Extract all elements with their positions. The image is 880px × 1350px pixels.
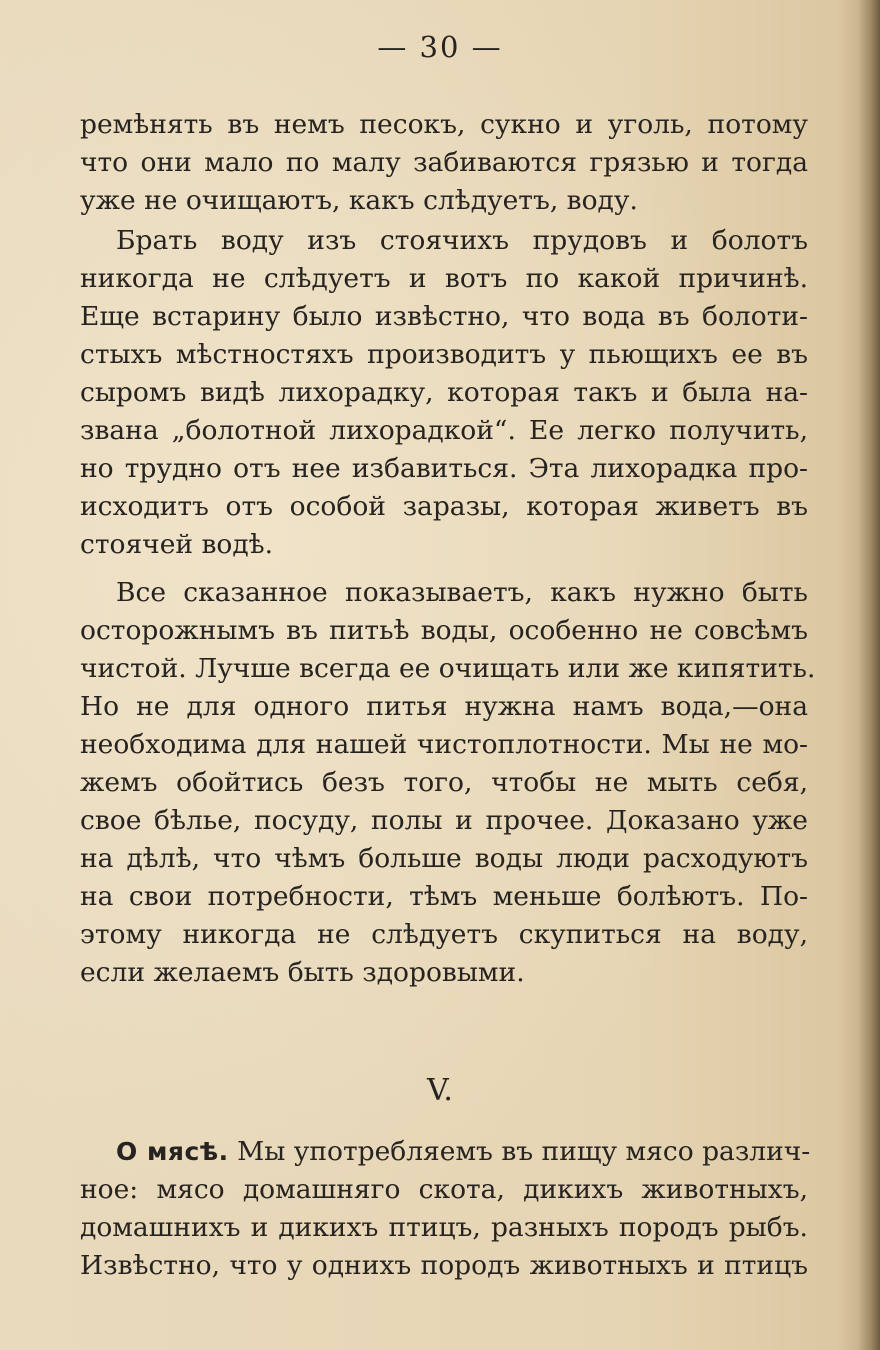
text-line: ное: мясо домашняго скота, дикихъ животныхъ, [80, 1174, 808, 1205]
text-line: звана „болотной лихорадкой“. Ее легко получить, [80, 415, 808, 446]
text-line: стыхъ мѣстностяхъ производитъ у пьющихъ ее въ [80, 339, 808, 370]
paragraph-3 [80, 574, 816, 992]
section-lead-in: О мясѣ. [116, 1137, 229, 1166]
page-edge-shadow [858, 0, 880, 1350]
text-line: свое бѣлье, посуду, полы и прочее. Доказано уже [80, 805, 808, 836]
text-line: что они мало по малу забиваются грязью и тогда [80, 147, 808, 178]
text-line: ремѣнять въ немъ песокъ, сукно и уголь, потому [80, 109, 808, 140]
text-line: исходитъ отъ особой заразы, которая живетъ въ [80, 491, 808, 522]
text-line: домашнихъ и дикихъ птицъ, разныхъ породъ рыбъ. [80, 1212, 808, 1243]
text-line: этому никогда не слѣдуетъ скупиться на воду, [80, 919, 808, 950]
paragraph-2 [80, 222, 808, 564]
text-line: уже не очищаютъ, какъ слѣдуетъ, воду. [80, 185, 638, 216]
text-line: необходима для нашей чистоплотности. Мы не мо- [80, 729, 808, 760]
text-line: если желаемъ быть здоровыми. [80, 957, 525, 988]
section-heading: V. [427, 1073, 453, 1108]
text-line: Но не для одного питья нужна намъ вода,—она [80, 691, 808, 722]
text-line: Извѣстно, что у однихъ породъ животныхъ и птицъ [80, 1250, 808, 1281]
paragraph-1 [80, 106, 808, 220]
text-line: стоячей водѣ. [80, 529, 274, 560]
text-line: на дѣлѣ, что чѣмъ больше воды люди расходуютъ [80, 843, 808, 874]
text-span: Мы употребляемъ въ пищу мясо различ- [237, 1136, 811, 1167]
text-line: Брать воду изъ стоячихъ прудовъ и болотъ [116, 225, 808, 256]
text-line: сыромъ видѣ лихорадку, которая такъ и была на- [80, 377, 808, 408]
text-line: чистой. Лучше всегда ее очищать или же кипятить. [80, 653, 816, 684]
text-line: никогда не слѣдуетъ и вотъ по какой причинѣ. [80, 263, 808, 294]
text-line: жемъ обойтись безъ того, чтобы не мыть себя, [80, 767, 808, 798]
page-number: — 30 — [377, 30, 503, 64]
text-line: но трудно отъ нее избавиться. Эта лихорадка про- [80, 453, 808, 484]
text-line: Все сказанное показываетъ, какъ нужно быть [116, 577, 808, 608]
text-line: Еще встарину было извѣстно, что вода въ болоти- [80, 301, 808, 332]
text-line [80, 1133, 811, 1171]
text-line: на свои потребности, тѣмъ меньше болѣютъ. По- [80, 881, 808, 912]
text-line: осторожнымъ въ питьѣ воды, особенно не совсѣмъ [80, 615, 808, 646]
section-paragraph [80, 1133, 811, 1285]
